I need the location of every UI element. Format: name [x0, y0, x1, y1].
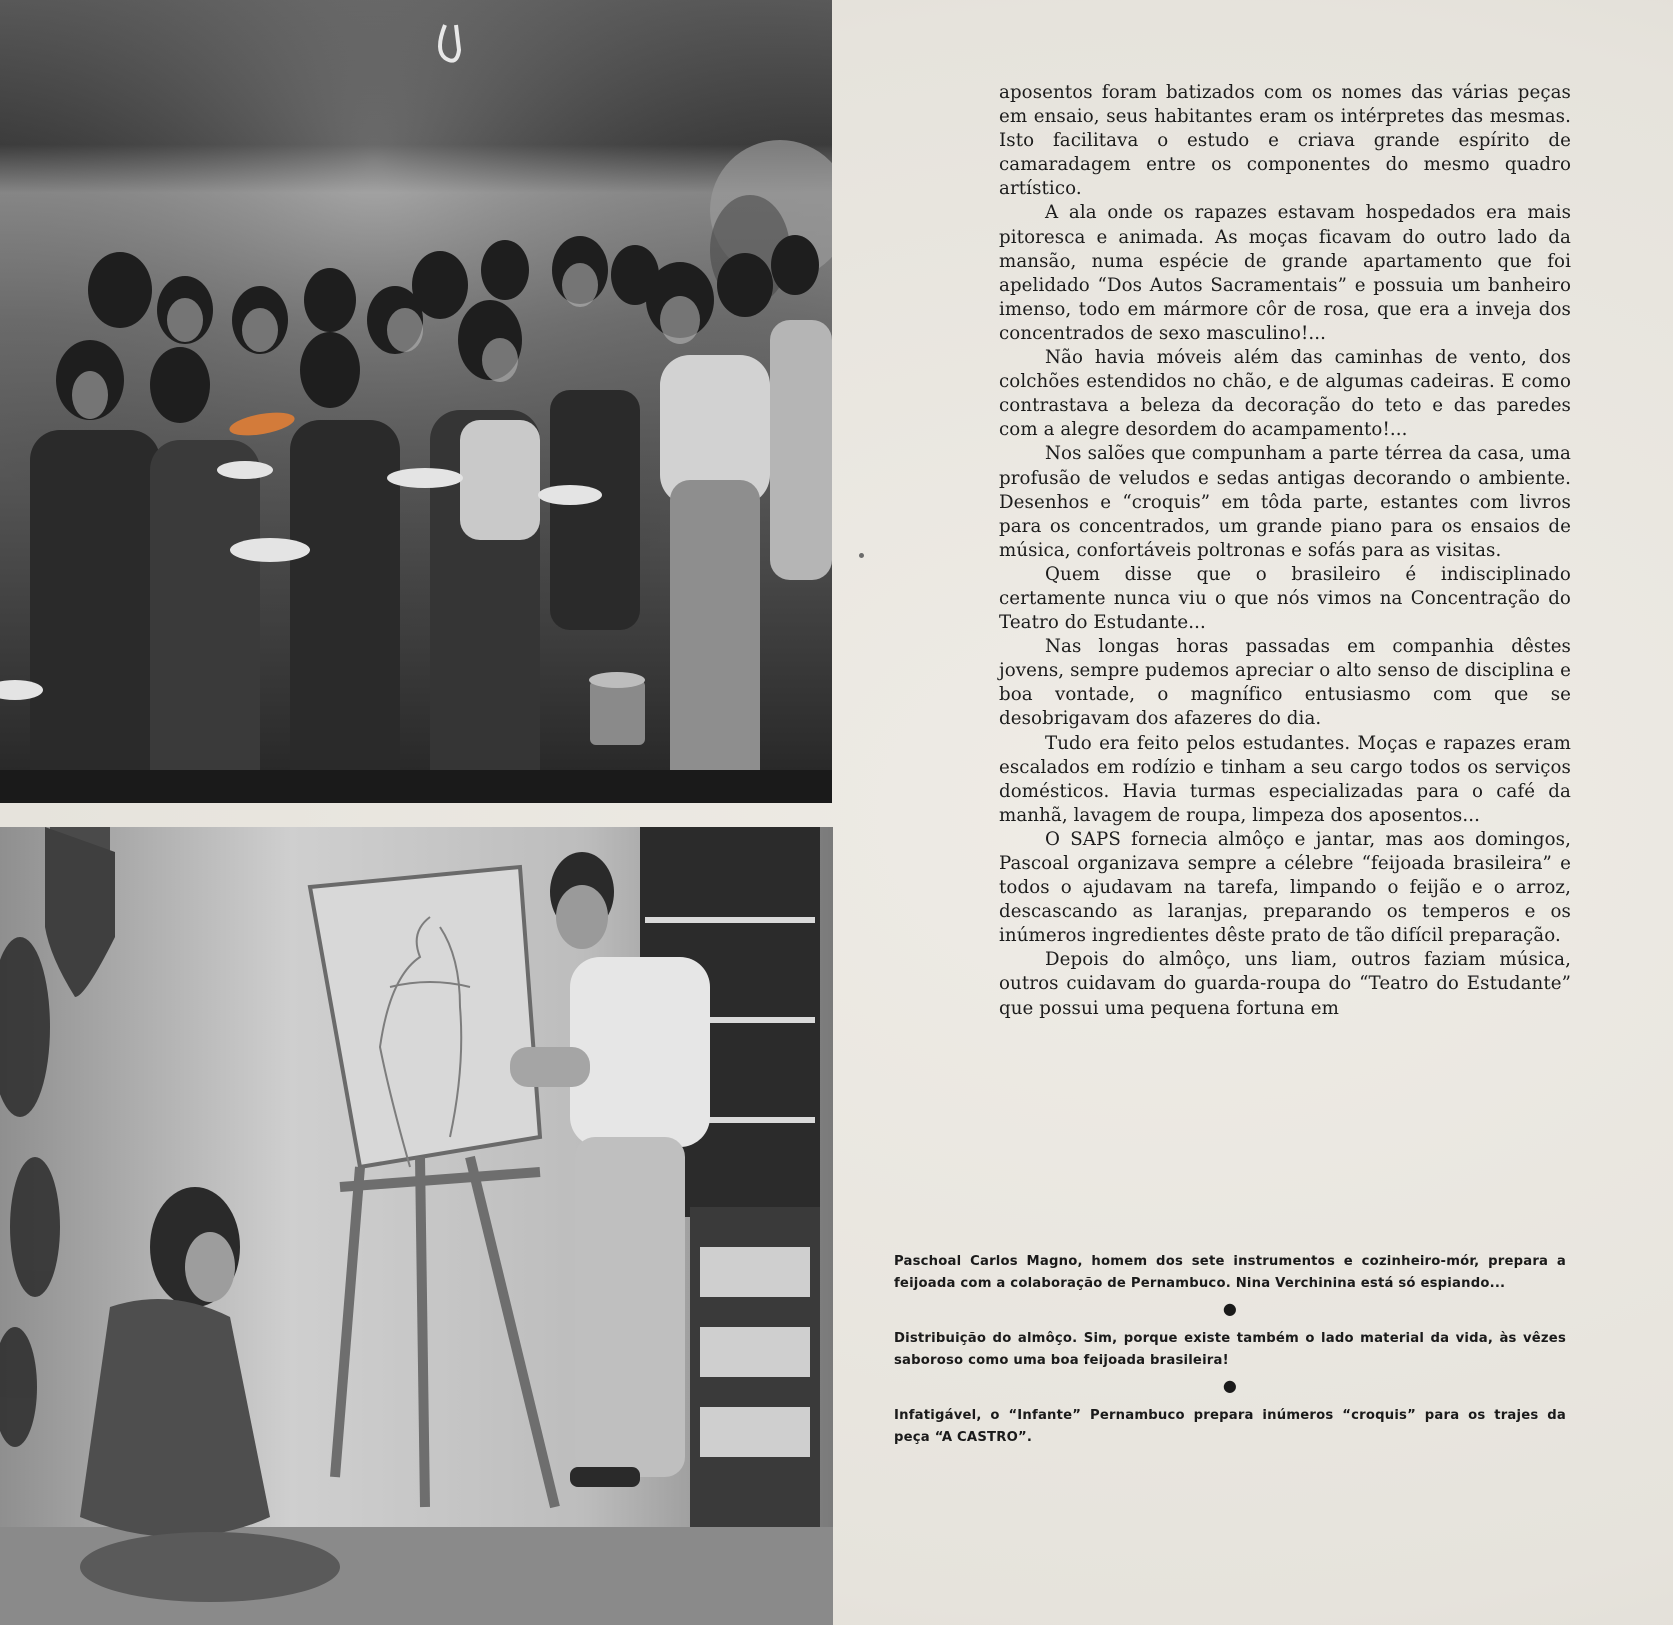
photo-captions — [894, 1251, 1566, 1448]
article-paragraph: Quem disse que o brasileiro é indisciplinado certamente nunca viu o que nós vimos na Concentração do Teatro do Estudante... — [999, 563, 1571, 634]
article-paragraph: A ala onde os rapazes estavam hospedados era mais pitoresca e animada. As moças ficavam do outro lado da mansão, numa espécie de grande apartamento que foi apelidado “Dos Autos Sacramentais” e possuia um banheiro imenso, todo em mármore côr de rosa, que era a inveja dos concentrados de sexo masculino!... — [999, 202, 1571, 344]
article-body — [999, 81, 1571, 1021]
artist-easel-photo-icon — [0, 827, 833, 1625]
photo-artist-easel — [0, 827, 833, 1625]
article-paragraph: Não havia móveis além das caminhas de vento, dos colchões estendidos no chão, e de algumas cadeiras. E como contrastava a beleza da decoração do teto e das paredes com a alegre desordem do acampamento!... — [999, 347, 1571, 441]
page-dot-mark — [859, 553, 864, 558]
article-paragraph: Nos salões que compunham a parte térrea da casa, uma profusão de veludos e sedas antigas decorando o ambiente. Desenhos e “croquis” em tôda parte, estantes com livros para os concentrados, um grande piano para os ensaios de música, confortáveis poltronas e sofás para as visitas. — [999, 443, 1571, 561]
article-paragraph: Nas longas horas passadas em companhia dêstes jovens, sempre pudemos apreciar o alto senso de disciplina e boa vontade, o magnífico entusiasmo com que se desobrigavam dos afazeres do dia. — [999, 636, 1571, 730]
caption-feijoada: Paschoal Carlos Magno, homem dos sete instrumentos e cozinheiro-mór, prepara a feijoada com a colaboração de Pernambuco. Nina Verchinina está só espiando... — [894, 1254, 1566, 1291]
article-paragraph: aposentos foram batizados com os nomes das várias peças em ensaio, seus habitantes eram os intérpretes das mesmas. Isto facilitava o estudo e criava grande espírito de camaradagem entre os componentes do mesmo quadro artístico. — [999, 82, 1571, 200]
article-paragraph: Tudo era feito pelos estudantes. Moças e rapazes eram escalados em rodízio e tinham a seu cargo todos os serviços domésticos. Havia turmas especializadas para o café da manhã, lavagem de roupa, limpeza dos aposentos... — [999, 732, 1571, 826]
article-paragraph: Depois do almôço, uns liam, outros faziam música, outros cuidavam do guarda-roupa do “Teatro do Estudante” que possui uma pequena fortuna em — [999, 949, 1571, 1019]
group-lunch-photo-icon — [0, 0, 832, 803]
caption-separator: ● — [1222, 1376, 1238, 1395]
article-paragraph: O SAPS fornecia almôço e jantar, mas aos domingos, Pascoal organizava sempre a célebre “feijoada brasileira” e todos o ajudavam na tarefa, limpando o feijão e o arroz, descascando as laranjas, preparando os temperos e os inúmeros ingredientes dêste prato de tão difícil preparação. — [999, 828, 1571, 947]
caption-separator: ● — [1222, 1299, 1238, 1318]
caption-croquis: Infatigável, o “Infante” Pernambuco prepara inúmeros “croquis” para os trajes da peça “A CASTRO”. — [894, 1408, 1566, 1445]
caption-lunch: Distribuição do almôço. Sim, porque existe também o lado material da vida, às vêzes saboroso como uma boa feijoada brasileira! — [894, 1331, 1566, 1368]
photo-lunch-distribution — [0, 0, 832, 803]
